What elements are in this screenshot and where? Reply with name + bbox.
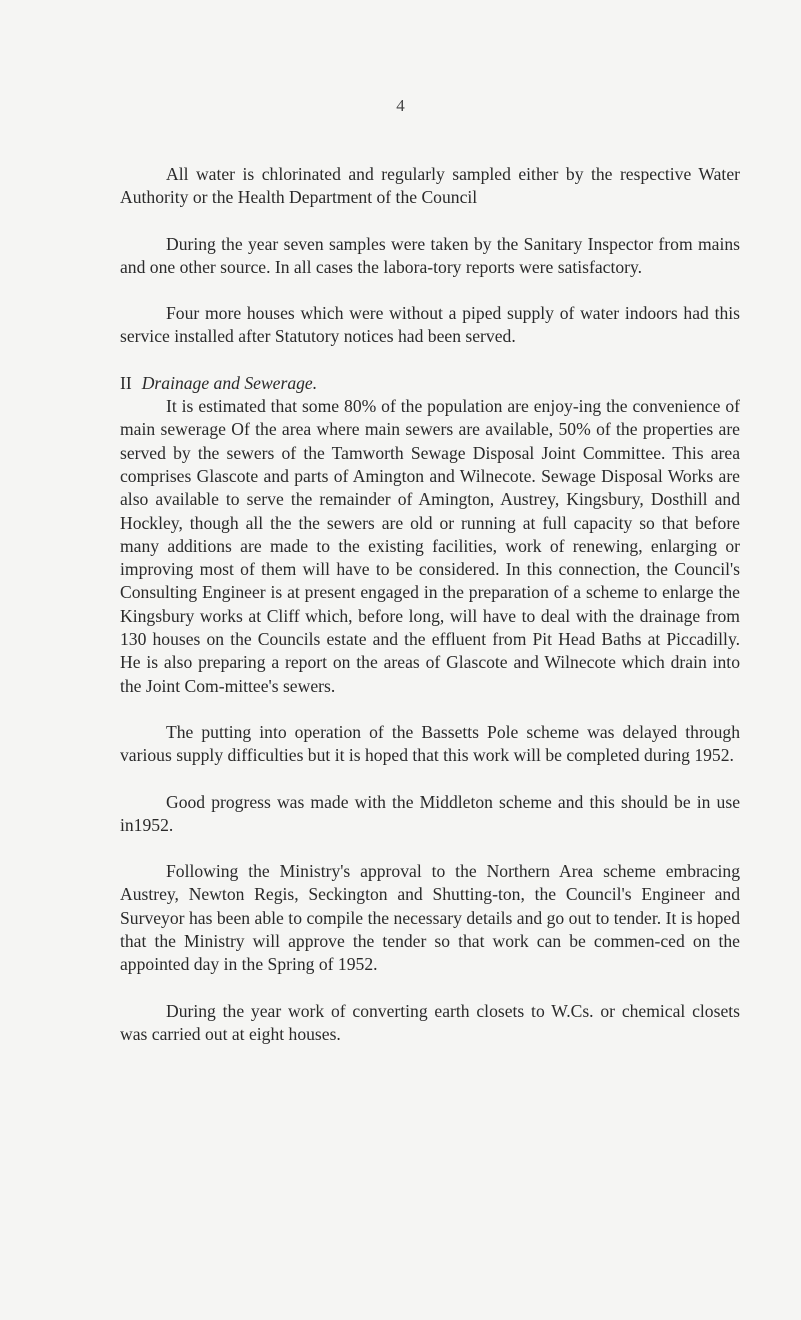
page-number: 4 xyxy=(396,96,405,115)
paragraph-water-samples: During the year seven samples were taken by the Sanitary Inspector from mains and one other source. In all cases the labora-tory reports were satisfactory. xyxy=(120,233,740,277)
paragraph-northern-area: Following the Ministry's approval to the Northern Area scheme embracing Austrey, Newton Regis, Seckington and Shutting-ton, the Council's Engineer and Surveyor has been able to compile the necessary details and go out to tender. It is hoped that the Ministry will approve the tender so that work can be commen-ced on the appointed day in the Spring of 1952. xyxy=(120,861,740,975)
section-number: II xyxy=(120,372,132,393)
section-heading xyxy=(120,372,740,395)
paragraph-bassetts-pole: The putting into operation of the Bassetts Pole scheme was delayed through various supply difficulties but it is hoped that this work will be completed during 1952. xyxy=(120,721,740,766)
paragraph-piped-supply: Four more houses which were without a piped supply of water indoors had this service installed after Statutory notices had been served. xyxy=(120,303,740,347)
paragraph-earth-closets: During the year work of converting earth closets to W.Cs. or chemical closets was carried out at eight houses. xyxy=(120,1000,740,1044)
paragraph-sewerage-overview: It is estimated that some 80% of the population are enjoy-ing the convenience of main sewerage Of the area where main sewers are available, 50% of the properties are served by the sewers of the Tamworth Sewage Disposal Joint Committee. This area comprises Glascote and parts of Amington and Wilnecote. Sewage Disposal Works are also available to serve the remainder of Amington, Austrey, Kingsbury, Dosthill and Hockley, though all the the sewers are old or running at full capacity so that before many additions are made to the existing facilities, work of renewing, enlarging or improving most of them will have to be considered. In this connection, the Council's Consulting Engineer is at present engaged in the preparation of a scheme to enlarge the Kingsbury works at Cliff which, before long, will have to deal with the drainage from 130 houses on the Councils estate and the effluent from Pit Head Baths at Piccadilly. He is also preparing a report on the areas of Glascote and Wilnecote which drain into the Joint Com-mittee's sewers. xyxy=(120,396,740,696)
document-body xyxy=(120,163,740,1046)
section-title: Drainage and Sewerage. xyxy=(141,372,318,393)
paragraph-middleton: Good progress was made with the Middleton scheme and this should be in use in1952. xyxy=(120,791,740,835)
paragraph-water-chlorination: All water is chlorinated and regularly sampled either by the respective Water Authority or the Health Department of the Council xyxy=(120,164,740,208)
